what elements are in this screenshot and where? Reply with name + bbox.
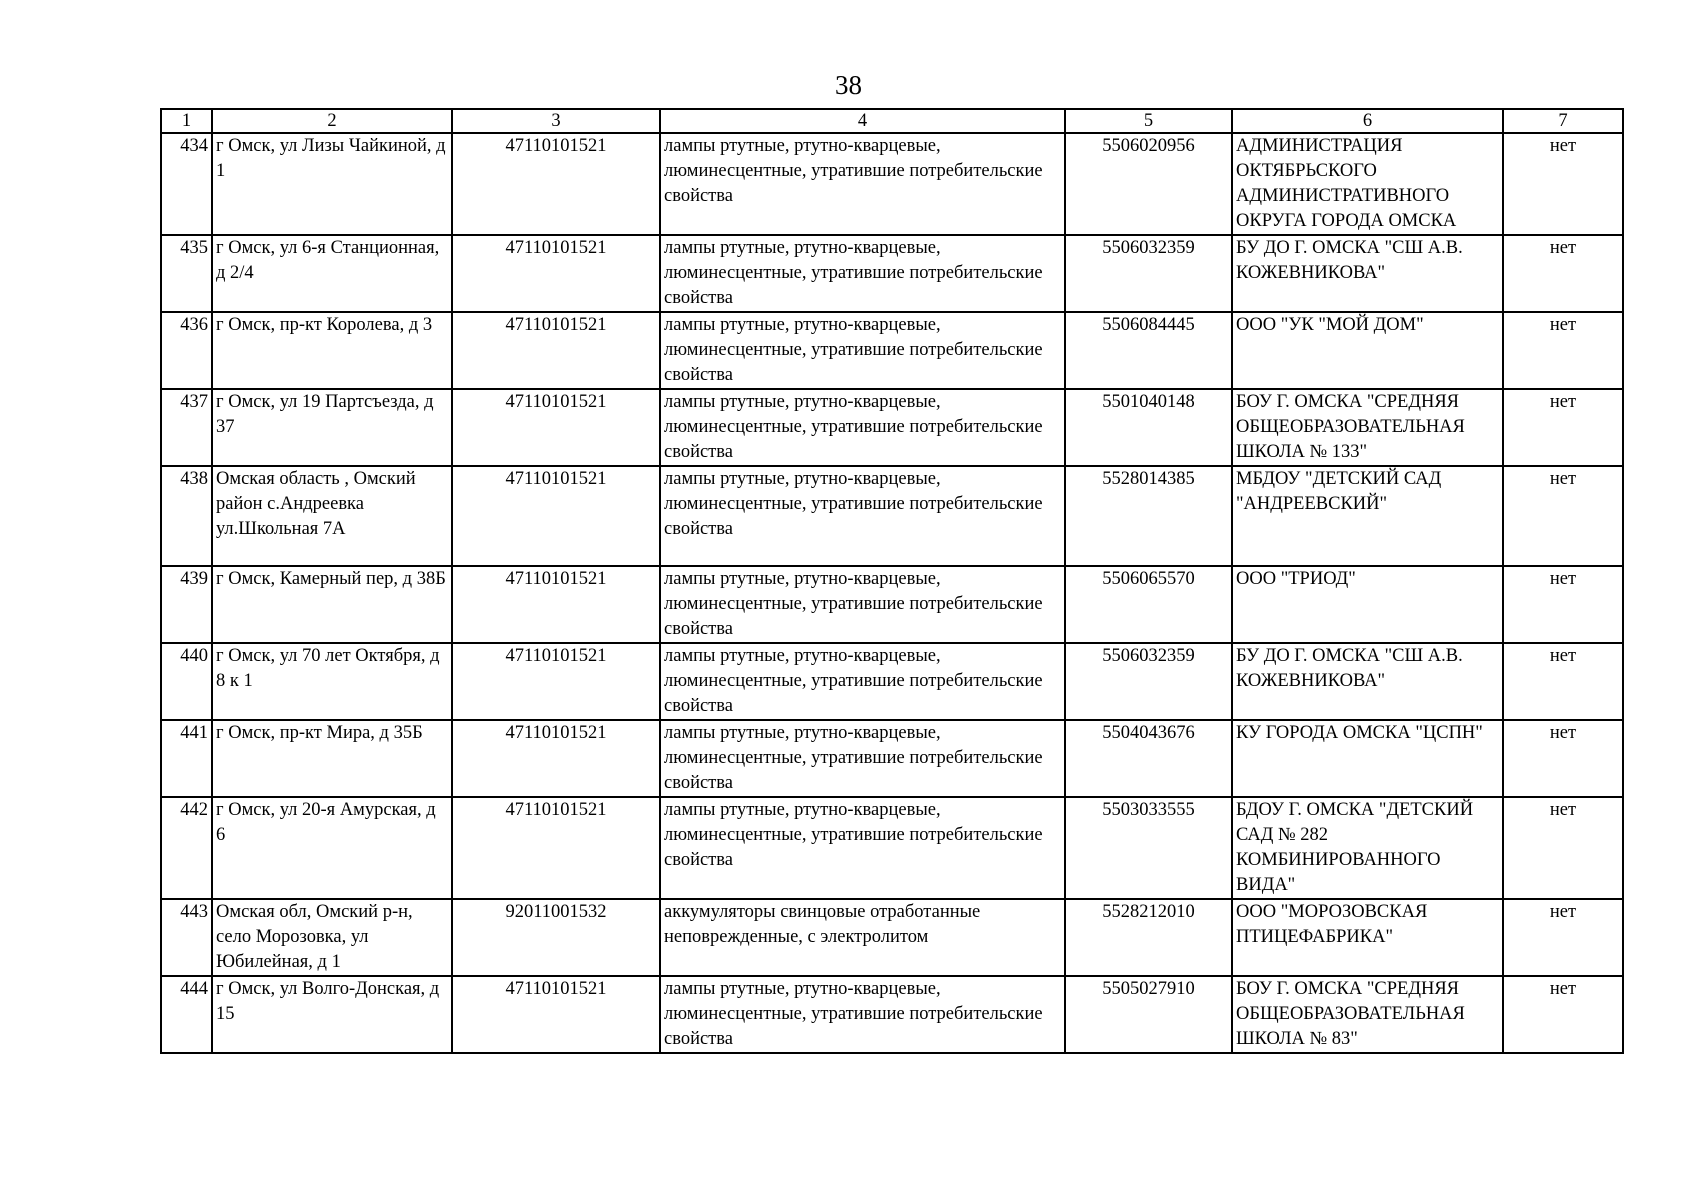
table-row [161, 235, 1623, 312]
row-number: 444 [161, 976, 212, 1053]
table-row [161, 566, 1623, 643]
table-row [161, 643, 1623, 720]
table-row [161, 312, 1623, 389]
flag-cell: нет [1503, 976, 1623, 1053]
waste-name-cell: лампы ртутные, ртутно-кварцевые, люминесцентные, утратившие потребительские свойства [660, 466, 1065, 566]
waste-code-cell: 47110101521 [452, 566, 660, 643]
table-row [161, 976, 1623, 1053]
flag-cell: нет [1503, 643, 1623, 720]
inn-cell: 5504043676 [1065, 720, 1232, 797]
column-header: 6 [1232, 109, 1503, 133]
column-header: 7 [1503, 109, 1623, 133]
row-number: 437 [161, 389, 212, 466]
row-number: 434 [161, 133, 212, 235]
inn-cell: 5506084445 [1065, 312, 1232, 389]
column-header: 3 [452, 109, 660, 133]
flag-cell: нет [1503, 389, 1623, 466]
inn-cell: 5528212010 [1065, 899, 1232, 976]
waste-name-cell: лампы ртутные, ртутно-кварцевые, люминесцентные, утратившие потребительские свойства [660, 566, 1065, 643]
flag-cell: нет [1503, 720, 1623, 797]
column-header: 5 [1065, 109, 1232, 133]
flag-cell: нет [1503, 133, 1623, 235]
inn-cell: 5503033555 [1065, 797, 1232, 899]
waste-name-cell: лампы ртутные, ртутно-кварцевые, люминесцентные, утратившие потребительские свойства [660, 133, 1065, 235]
inn-cell: 5501040148 [1065, 389, 1232, 466]
page-number: 38 [835, 70, 862, 100]
row-number: 436 [161, 312, 212, 389]
address-cell: Омская обл, Омский р-н, село Морозовка, ул Юбилейная, д 1 [212, 899, 452, 976]
table-row [161, 797, 1623, 899]
row-number: 439 [161, 566, 212, 643]
flag-cell: нет [1503, 235, 1623, 312]
table-row [161, 389, 1623, 466]
waste-name-cell: лампы ртутные, ртутно-кварцевые, люминесцентные, утратившие потребительские свойства [660, 643, 1065, 720]
waste-name-cell: лампы ртутные, ртутно-кварцевые, люминесцентные, утратившие потребительские свойства [660, 797, 1065, 899]
waste-code-cell: 47110101521 [452, 133, 660, 235]
waste-name-cell: лампы ртутные, ртутно-кварцевые, люминесцентные, утратившие потребительские свойства [660, 389, 1065, 466]
inn-cell: 5506065570 [1065, 566, 1232, 643]
column-header: 4 [660, 109, 1065, 133]
waste-code-cell: 47110101521 [452, 720, 660, 797]
table-header-row [161, 109, 1623, 133]
waste-code-cell: 47110101521 [452, 466, 660, 566]
waste-code-cell: 47110101521 [452, 312, 660, 389]
flag-cell: нет [1503, 312, 1623, 389]
address-cell: г Омск, Камерный пер, д 38Б [212, 566, 452, 643]
waste-code-cell: 92011001532 [452, 899, 660, 976]
flag-cell: нет [1503, 466, 1623, 566]
waste-name-cell: аккумуляторы свинцовые отработанные неповрежденные, с электролитом [660, 899, 1065, 976]
inn-cell: 5505027910 [1065, 976, 1232, 1053]
address-cell: г Омск, ул 6-я Станционная, д 2/4 [212, 235, 452, 312]
organization-cell: БУ ДО Г. ОМСКА "СШ А.В. КОЖЕВНИКОВА" [1232, 235, 1503, 312]
inn-cell: 5506020956 [1065, 133, 1232, 235]
organization-cell: БУ ДО Г. ОМСКА "СШ А.В. КОЖЕВНИКОВА" [1232, 643, 1503, 720]
column-header: 2 [212, 109, 452, 133]
row-number: 438 [161, 466, 212, 566]
waste-code-cell: 47110101521 [452, 976, 660, 1053]
address-cell: г Омск, ул 70 лет Октября, д 8 к 1 [212, 643, 452, 720]
organization-cell: МБДОУ "ДЕТСКИЙ САД "АНДРЕЕВСКИЙ" [1232, 466, 1503, 566]
table-row [161, 133, 1623, 235]
waste-name-cell: лампы ртутные, ртутно-кварцевые, люминесцентные, утратившие потребительские свойства [660, 312, 1065, 389]
row-number: 442 [161, 797, 212, 899]
waste-code-cell: 47110101521 [452, 389, 660, 466]
inn-cell: 5506032359 [1065, 235, 1232, 312]
address-cell: г Омск, ул Волго-Донская, д 15 [212, 976, 452, 1053]
organization-cell: БОУ Г. ОМСКА "СРЕДНЯЯ ОБЩЕОБРАЗОВАТЕЛЬНАЯ ШКОЛА № 133" [1232, 389, 1503, 466]
address-cell: г Омск, ул 20-я Амурская, д 6 [212, 797, 452, 899]
organization-cell: КУ ГОРОДА ОМСКА "ЦСПН" [1232, 720, 1503, 797]
organization-cell: ООО "УК "МОЙ ДОМ" [1232, 312, 1503, 389]
waste-name-cell: лампы ртутные, ртутно-кварцевые, люминесцентные, утратившие потребительские свойства [660, 976, 1065, 1053]
organization-cell: ООО "ТРИОД" [1232, 566, 1503, 643]
address-cell: Омская область , Омский район с.Андреевка ул.Школьная 7А [212, 466, 452, 566]
organization-cell: БОУ Г. ОМСКА "СРЕДНЯЯ ОБЩЕОБРАЗОВАТЕЛЬНАЯ ШКОЛА № 83" [1232, 976, 1503, 1053]
waste-code-cell: 47110101521 [452, 235, 660, 312]
flag-cell: нет [1503, 899, 1623, 976]
organization-cell: БДОУ Г. ОМСКА "ДЕТСКИЙ САД № 282 КОМБИНИРОВАННОГО ВИДА" [1232, 797, 1503, 899]
waste-registry-table [160, 108, 1624, 1054]
flag-cell: нет [1503, 797, 1623, 899]
flag-cell: нет [1503, 566, 1623, 643]
row-number: 435 [161, 235, 212, 312]
inn-cell: 5506032359 [1065, 643, 1232, 720]
table-row [161, 720, 1623, 797]
column-header: 1 [161, 109, 212, 133]
address-cell: г Омск, ул Лизы Чайкиной, д 1 [212, 133, 452, 235]
inn-cell: 5528014385 [1065, 466, 1232, 566]
table-row [161, 899, 1623, 976]
organization-cell: АДМИНИСТРАЦИЯ ОКТЯБРЬСКОГО АДМИНИСТРАТИВНОГО ОКРУГА ГОРОДА ОМСКА [1232, 133, 1503, 235]
row-number: 441 [161, 720, 212, 797]
address-cell: г Омск, ул 19 Партсъезда, д 37 [212, 389, 452, 466]
waste-code-cell: 47110101521 [452, 643, 660, 720]
waste-code-cell: 47110101521 [452, 797, 660, 899]
row-number: 440 [161, 643, 212, 720]
row-number: 443 [161, 899, 212, 976]
waste-name-cell: лампы ртутные, ртутно-кварцевые, люминесцентные, утратившие потребительские свойства [660, 235, 1065, 312]
address-cell: г Омск, пр-кт Мира, д 35Б [212, 720, 452, 797]
waste-name-cell: лампы ртутные, ртутно-кварцевые, люминесцентные, утратившие потребительские свойства [660, 720, 1065, 797]
organization-cell: ООО "МОРОЗОВСКАЯ ПТИЦЕФАБРИКА" [1232, 899, 1503, 976]
address-cell: г Омск, пр-кт Королева, д 3 [212, 312, 452, 389]
table-row [161, 466, 1623, 566]
